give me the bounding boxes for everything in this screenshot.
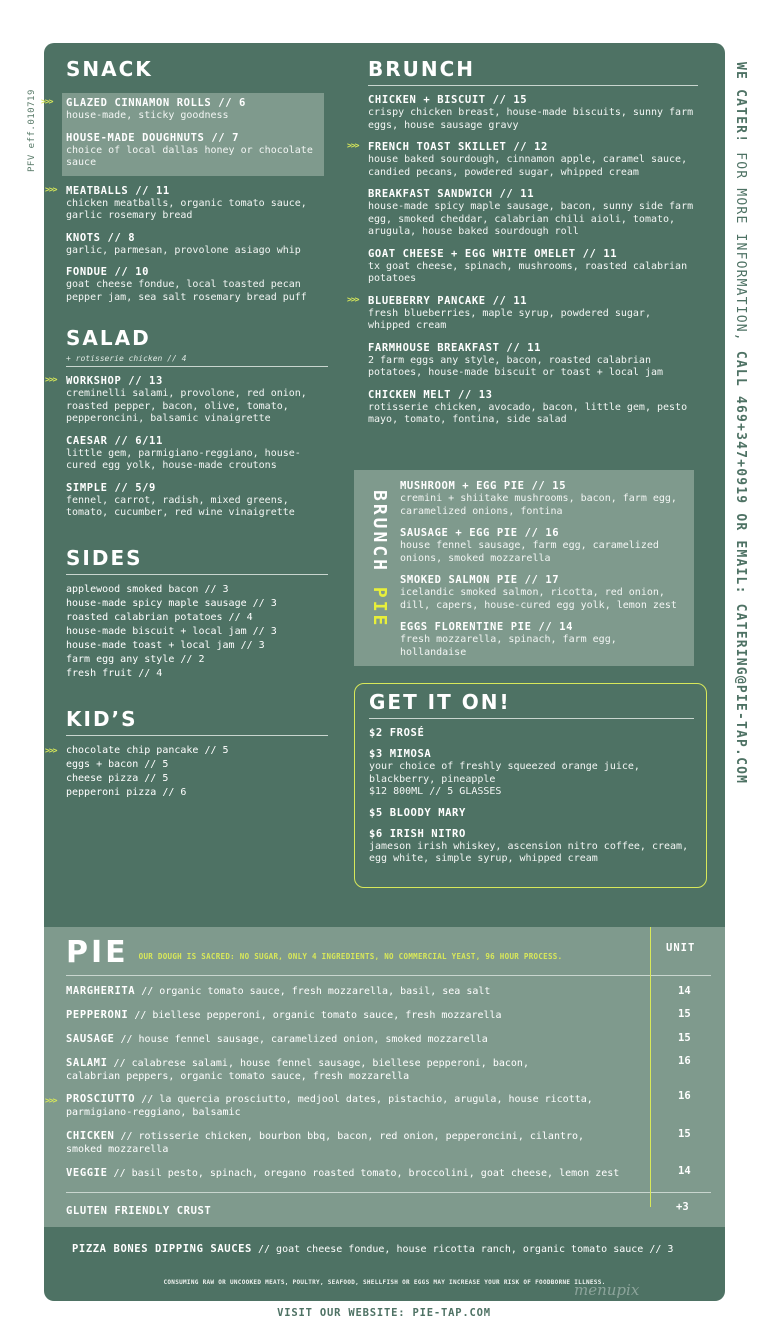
menu-item — [45, 375, 328, 426]
catering-info — [730, 62, 748, 932]
kids-list — [45, 744, 328, 800]
item-name: $2 FROSÉ — [369, 727, 425, 739]
pie-item — [66, 1205, 626, 1218]
item-desc: garlic, parmesan, provolone asiago whip — [66, 244, 301, 256]
sides-title: SIDES — [66, 546, 328, 575]
item-desc: cremini + shiitake mushrooms, bacon, farm egg, caramelized onions, fontina — [400, 493, 677, 517]
brunch-title: BRUNCH — [368, 57, 698, 86]
pie-item — [66, 1167, 626, 1180]
featured-arrow-icon: >>> — [45, 1096, 57, 1105]
pie-item — [66, 1033, 626, 1046]
pie-item — [66, 1130, 606, 1156]
list-item: pepperoni pizza // 6 — [66, 786, 187, 798]
item-desc: fresh mozzarella, spinach, farm egg, hollandaise — [400, 634, 617, 658]
list-item: cheese pizza // 5 — [66, 772, 169, 784]
menu-item — [368, 188, 698, 239]
item-name: SMOKED SALMON PIE // 17 — [400, 574, 560, 586]
item-name: $3 MIMOSA — [369, 748, 432, 760]
list-item: fresh fruit // 4 — [66, 667, 163, 679]
snack-highlight-box — [41, 93, 324, 176]
pie-name: PEPPERONI — [66, 1009, 129, 1021]
menu-item — [368, 342, 698, 380]
item-desc: choice of local dallas honey or chocolate sauce — [66, 144, 313, 168]
left-column — [41, 57, 328, 800]
pie-name: GLUTEN FRIENDLY CRUST — [66, 1205, 212, 1217]
featured-arrow-icon: >>> — [41, 97, 53, 106]
dipping-sauces — [72, 1243, 673, 1255]
menu-item — [369, 807, 694, 820]
unit-column-divider — [650, 927, 651, 1207]
pie-price: +3 — [676, 1201, 689, 1213]
item-desc: jameson irish whiskey, ascension nitro coffee, cream, egg white, simple syrup, whipped cream — [369, 840, 689, 864]
pie-item — [45, 1093, 606, 1119]
item-desc: house-made, sticky goodness — [66, 110, 229, 121]
cater-contact[interactable]: CALL 469+347+0919 OR EMAIL: CATERING@PIE-TAP.COM — [733, 350, 748, 785]
sauces-name: PIZZA BONES DIPPING SAUCES — [72, 1243, 252, 1255]
divider — [66, 975, 650, 976]
menu-item — [368, 248, 698, 286]
pie-desc: // organic tomato sauce, fresh mozzarella, basil, sea salt — [135, 986, 491, 997]
item-desc: your choice of freshly squeezed orange juice, blackberry, pineapple $12 800ML // 5 GLASSES — [369, 761, 640, 797]
divider — [66, 1192, 650, 1193]
snack-title: SNACK — [66, 57, 153, 81]
item-desc: rotisserie chicken, avocado, bacon, little gem, pesto mayo, tomato, fontina, side salad — [368, 401, 688, 425]
salad-title: SALAD — [66, 326, 151, 350]
brunch-pie-box — [354, 470, 694, 666]
pie-price: 15 — [678, 1008, 691, 1020]
item-desc: house-made spicy maple sausage, bacon, sunny side farm egg, smoked cheddar, calabrian chili aioli, tomato, arugula, house baked sourdough roll — [368, 201, 694, 237]
item-name: KNOTS // 8 — [66, 231, 136, 244]
pie-name: SAUSAGE — [66, 1033, 115, 1045]
menu-item — [41, 97, 320, 123]
menu-item — [66, 132, 320, 170]
menu-item — [66, 266, 328, 304]
item-name: MUSHROOM + EGG PIE // 15 — [400, 480, 567, 492]
item-name: $6 IRISH NITRO — [369, 827, 466, 840]
brunch-pie-label-b: PIE — [369, 586, 390, 629]
pie-desc: // rotisserie chicken, bourbon bbq, bacon, red onion, pepperoncini, cilantro, smoked mozzarella — [66, 1131, 585, 1155]
divider — [651, 975, 711, 976]
menu-item — [368, 389, 698, 427]
item-name: HOUSE-MADE DOUGHNUTS // 7 — [66, 131, 240, 144]
pie-price: 16 — [678, 1055, 691, 1067]
list-item: roasted calabrian potatoes // 4 — [66, 611, 253, 623]
pie-item — [66, 1057, 536, 1083]
featured-arrow-icon: >>> — [45, 375, 57, 384]
watermark-logo: menupix — [574, 1281, 640, 1299]
item-name: BLUEBERRY PANCAKE // 11 — [368, 294, 528, 307]
item-name: SAUSAGE + EGG PIE // 16 — [400, 527, 560, 539]
item-desc: little gem, parmigiano-reggiano, house-cured egg yolk, house-made croutons — [66, 447, 301, 471]
featured-arrow-icon: >>> — [347, 294, 359, 304]
pie-price: 14 — [678, 1165, 691, 1177]
item-desc: fresh blueberries, maple syrup, powdered sugar, whipped cream — [368, 307, 651, 331]
menu-item — [45, 184, 328, 223]
menu-item — [400, 621, 684, 659]
menu-panel — [41, 43, 725, 1301]
pie-section — [44, 927, 725, 1227]
list-item-text: chocolate chip pancake // 5 — [66, 744, 229, 756]
item-name: FARMHOUSE BREAKFAST // 11 — [368, 341, 542, 354]
menu-item — [369, 748, 694, 799]
menu-version-code: PFV eff.010719 — [27, 89, 37, 172]
pie-name: VEGGIE — [66, 1167, 108, 1179]
brunch-pie-label-a: BRUNCH — [369, 490, 390, 587]
item-name: EGGS FLORENTINE PIE // 14 — [400, 621, 574, 633]
pie-name: MARGHERITA — [66, 985, 136, 997]
featured-arrow-icon: >>> — [347, 141, 359, 150]
item-desc: house baked sourdough, cinnamon apple, caramel sauce, candied pecans, powdered sugar, whipped cream — [368, 154, 688, 178]
list-item: farm egg any style // 2 — [66, 653, 205, 665]
get-it-on-title: GET IT ON! — [369, 690, 694, 719]
item-name: FONDUE // 10 — [66, 266, 150, 278]
menu-item — [400, 527, 684, 565]
item-name: GLAZED CINNAMON ROLLS // 6 — [66, 97, 246, 109]
pie-desc: // biellese pepperoni, organic tomato sauce, fresh mozzarella — [128, 1010, 502, 1021]
pie-name: SALAMI — [66, 1057, 108, 1069]
pie-item — [66, 985, 626, 998]
item-desc: crispy chicken breast, house-made biscuits, sunny farm eggs, house sausage gravy — [368, 107, 694, 131]
right-column — [347, 57, 698, 436]
brunch-pie-label — [360, 490, 390, 650]
pie-price: 15 — [678, 1128, 691, 1140]
sauces-desc: // goat cheese fondue, house ricotta ranch, organic tomato sauce // 3 — [251, 1244, 674, 1255]
salad-subtitle: + rotisserie chicken // 4 — [66, 354, 328, 367]
item-desc: fennel, carrot, radish, mixed greens, tomato, cucumber, red wine vinaigrette — [66, 494, 295, 518]
item-name: WORKSHOP // 13 — [66, 375, 163, 387]
list-item: house-made biscuit + local jam // 3 — [66, 625, 277, 637]
food-safety-disclaimer: CONSUMING RAW OR UNCOOKED MEATS, POULTRY, SEAFOOD, SHELLFISH OR EGGS MAY INCREASE YOUR RISK OF FOODBORNE ILLNESS. — [163, 1279, 606, 1286]
featured-arrow-icon: >>> — [45, 184, 57, 194]
item-name: FRENCH TOAST SKILLET // 12 — [368, 141, 548, 153]
list-item: house-made spicy maple sausage // 3 — [66, 597, 277, 609]
cater-text: FOR MORE INFORMATION, — [733, 143, 748, 351]
menu-item — [400, 480, 684, 518]
sides-list — [66, 583, 328, 681]
item-desc: tx goat cheese, spinach, mushrooms, roasted calabrian potatoes — [368, 260, 688, 284]
pie-item — [66, 1009, 626, 1022]
menu-item — [66, 482, 328, 520]
pie-desc: // basil pesto, spinach, oregano roasted tomato, broccolini, goat cheese, lemon zest — [107, 1168, 620, 1179]
get-it-on-box — [354, 683, 707, 888]
pie-title: PIE — [66, 935, 129, 970]
list-item — [45, 744, 328, 758]
pie-desc: // la quercia prosciutto, medjool dates, pistachio, arugula, house ricotta, parmigiano-reggiano, balsamic — [66, 1094, 593, 1118]
item-desc: chicken meatballs, organic tomato sauce, garlic rosemary bread — [66, 197, 307, 221]
pie-name: CHICKEN — [66, 1130, 115, 1142]
website-link[interactable]: VISIT OUR WEBSITE: PIE-TAP.COM — [277, 1307, 491, 1319]
menu-item — [369, 828, 694, 866]
cater-heading: WE CATER! — [733, 62, 748, 144]
pie-desc: // house fennel sausage, caramelized onion, smoked mozzarella — [114, 1034, 488, 1045]
pie-price: 16 — [678, 1090, 691, 1102]
unit-label: UNIT — [666, 942, 696, 954]
menu-item — [400, 574, 684, 612]
item-name: SIMPLE // 5/9 — [66, 481, 156, 494]
menu-item — [369, 727, 694, 740]
list-item: applewood smoked bacon // 3 — [66, 583, 229, 595]
divider — [651, 1192, 711, 1193]
item-desc: 2 farm eggs any style, bacon, roasted calabrian potatoes, house-made biscuit or toast + local jam — [368, 354, 664, 378]
item-desc: icelandic smoked salmon, ricotta, red onion, dill, capers, house-cured egg yolk, lemon zest — [400, 587, 677, 611]
menu-item — [347, 141, 698, 179]
item-name: $5 BLOODY MARY — [369, 806, 466, 819]
item-desc: house fennel sausage, farm egg, caramelized onions, smoked mozzarella — [400, 540, 659, 564]
item-desc: creminelli salami, provolone, red onion, roasted pepper, bacon, olive, tomato, pepperoncini, balsamic vinaigrette — [66, 388, 307, 424]
menu-item — [347, 294, 698, 333]
item-name: GOAT CHEESE + EGG WHITE OMELET // 11 — [368, 247, 618, 260]
item-name: CHICKEN MELT // 13 — [368, 388, 493, 401]
pie-name: PROSCIUTTO — [66, 1093, 136, 1105]
pie-note: OUR DOUGH IS SACRED: NO SUGAR, ONLY 4 INGREDIENTS, NO COMMERCIAL YEAST, 96 HOUR PROCESS. — [138, 952, 563, 961]
item-name: CAESAR // 6/11 — [66, 434, 163, 447]
pie-desc: // calabrese salami, house fennel sausage, biellese pepperoni, bacon, calabrian peppers, organic tomato sauce, fresh mozzarella — [66, 1058, 529, 1082]
pie-price: 15 — [678, 1032, 691, 1044]
item-name: CHICKEN + BISCUIT // 15 — [368, 94, 528, 106]
pie-price: 14 — [678, 985, 691, 997]
menu-item — [66, 232, 328, 258]
pie-header — [66, 935, 562, 970]
menu-item — [66, 435, 328, 473]
item-name: MEATBALLS // 11 — [66, 184, 170, 197]
item-desc: goat cheese fondue, local toasted pecan pepper jam, sea salt rosemary bread puff — [66, 279, 307, 303]
list-item: house-made toast + local jam // 3 — [66, 639, 265, 651]
menu-item — [368, 94, 698, 132]
item-name: BREAKFAST SANDWICH // 11 — [368, 188, 535, 200]
kids-title: KID’S — [66, 707, 328, 736]
featured-arrow-icon: >>> — [45, 745, 57, 755]
list-item: eggs + bacon // 5 — [66, 758, 169, 770]
